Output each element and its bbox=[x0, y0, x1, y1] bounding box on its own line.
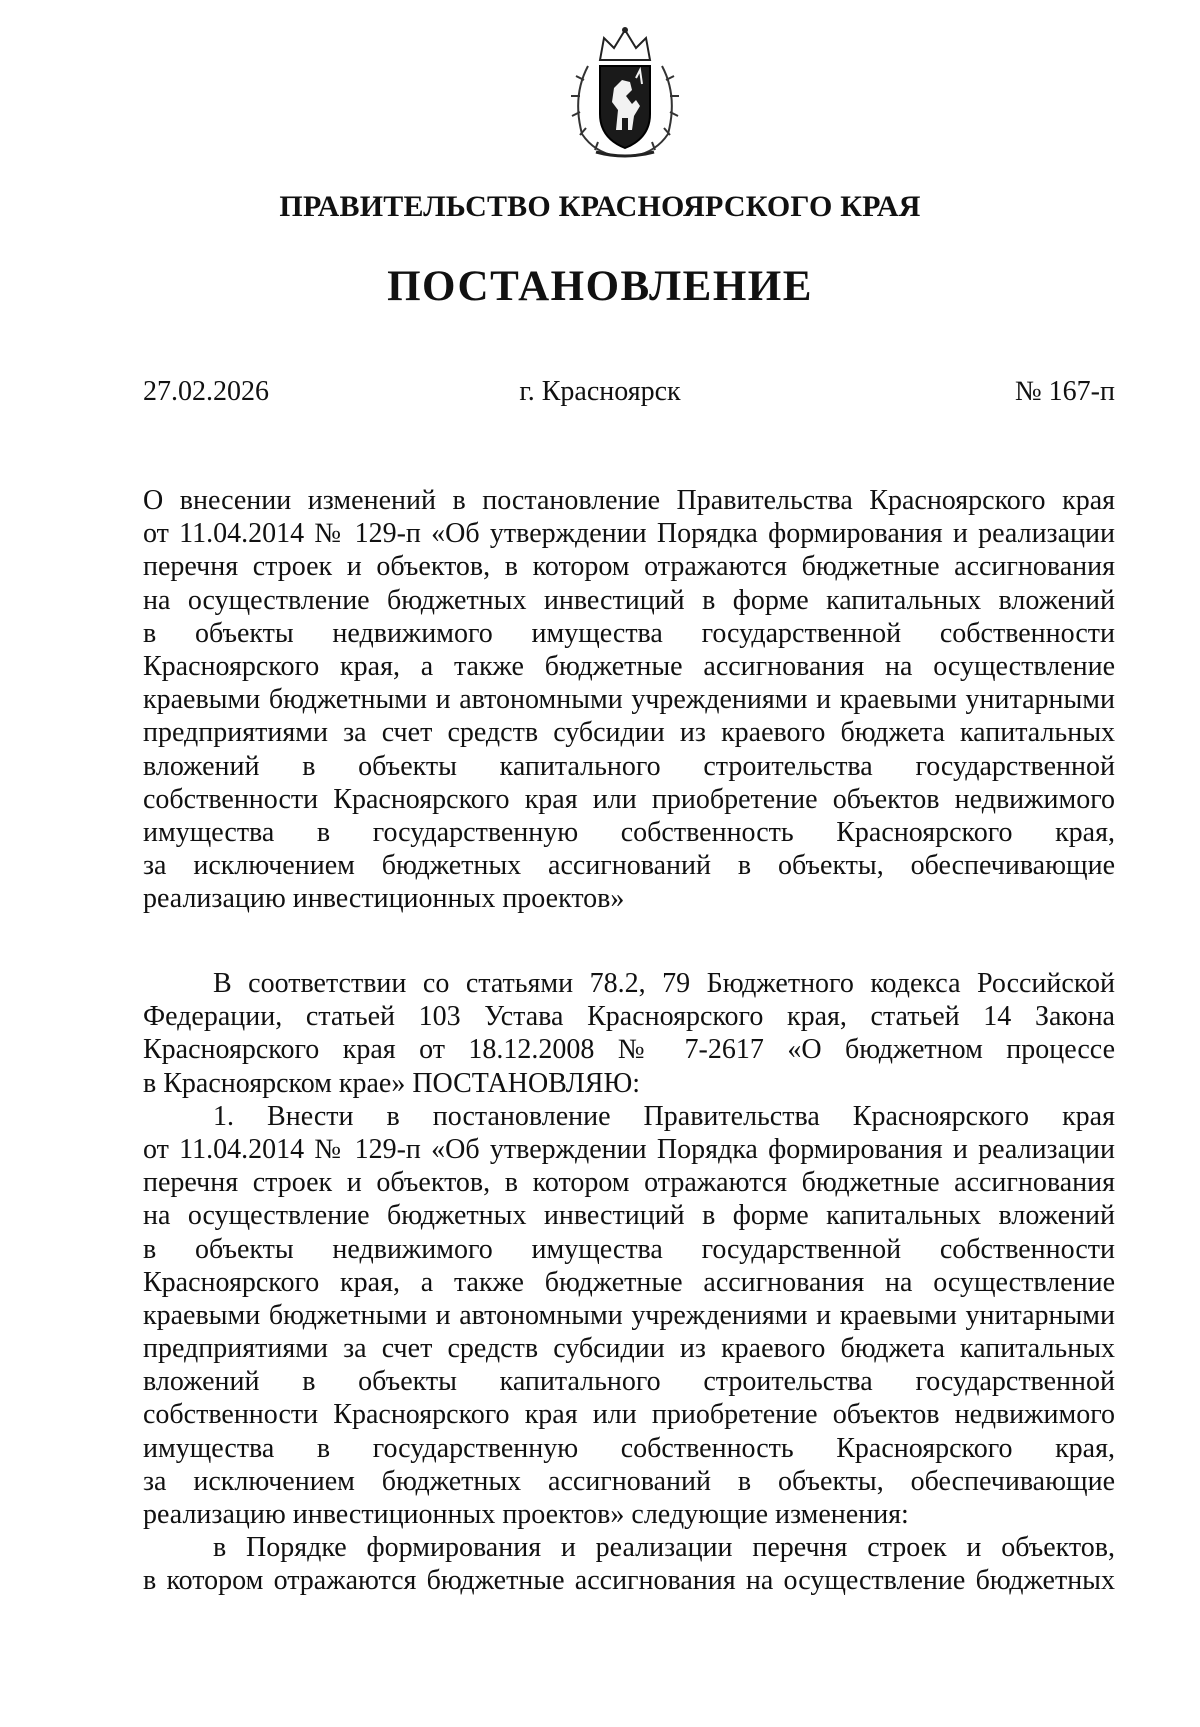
body-line: краевыми бюджетными и автономными учреждениями и краевыми унитарными bbox=[143, 1299, 1115, 1331]
body-line: имущества в государственную собственность Красноярского края, bbox=[143, 1432, 1115, 1464]
body-line: Красноярского края от 18.12.2008 № 7-2617 «О бюджетном процессе bbox=[143, 1034, 1115, 1066]
document-title bbox=[143, 484, 1115, 915]
body-line: Красноярского края, а также бюджетные ассигнования на осуществление bbox=[143, 1266, 1115, 1298]
title-line: Красноярского края, а также бюджетные ассигнования на осуществление bbox=[143, 650, 1115, 682]
coat-of-arms-icon bbox=[566, 26, 684, 160]
body-line: перечня строек и объектов, в котором отражаются бюджетные ассигнования bbox=[143, 1167, 1115, 1199]
body-line: от 11.04.2014 № 129-п «Об утверждении Порядка формирования и реализации bbox=[143, 1133, 1115, 1165]
body-line: Федерации, статьей 103 Устава Красноярского края, статьей 14 Закона bbox=[143, 1001, 1115, 1033]
title-line: вложений в объекты капитального строительства государственной bbox=[143, 750, 1115, 782]
title-line: предприятиями за счет средств субсидии из краевого бюджета капитальных bbox=[143, 717, 1115, 749]
body-line: предприятиями за счет средств субсидии из краевого бюджета капитальных bbox=[143, 1333, 1115, 1365]
title-line: реализацию инвестиционных проектов» bbox=[143, 883, 625, 915]
document-number: № 167-п bbox=[1014, 376, 1115, 407]
title-line: О внесении изменений в постановление Правительства Красноярского края bbox=[143, 485, 1115, 516]
title-line: на осуществление бюджетных инвестиций в форме капитальных вложений bbox=[143, 584, 1115, 616]
body-line: за исключением бюджетных ассигнований в объекты, обеспечивающие bbox=[143, 1465, 1115, 1497]
body-line: на осуществление бюджетных инвестиций в форме капитальных вложений bbox=[143, 1200, 1115, 1232]
title-line: имущества в государственную собственность Красноярского края, bbox=[143, 816, 1115, 848]
body-line: в объекты недвижимого имущества государственной собственности bbox=[143, 1233, 1115, 1265]
body-line: вложений в объекты капитального строительства государственной bbox=[143, 1366, 1115, 1398]
body-line: 1. Внести в постановление Правительства Красноярского края bbox=[213, 1100, 1115, 1132]
title-line: в объекты недвижимого имущества государственной собственности bbox=[143, 617, 1115, 649]
title-line: перечня строек и объектов, в котором отражаются бюджетные ассигнования bbox=[143, 551, 1115, 583]
document-body bbox=[143, 967, 1115, 1598]
body-line: в котором отражаются бюджетные ассигнования на осуществление бюджетных bbox=[143, 1565, 1115, 1597]
document-date: 27.02.2026 bbox=[143, 376, 269, 407]
body-line: реализацию инвестиционных проектов» следующие изменения: bbox=[143, 1499, 909, 1530]
title-line: собственности Красноярского края или приобретение объектов недвижимого bbox=[143, 783, 1115, 815]
organization-heading: ПРАВИТЕЛЬСТВО КРАСНОЯРСКОГО КРАЯ bbox=[279, 190, 921, 223]
title-line: за исключением бюджетных ассигнований в объекты, обеспечивающие bbox=[143, 850, 1115, 882]
body-line: В соответствии со статьями 78.2, 79 Бюджетного кодекса Российской bbox=[213, 968, 1115, 999]
body-line: в Порядке формирования и реализации перечня строек и объектов, bbox=[213, 1532, 1115, 1564]
document-city: г. Красноярск bbox=[519, 376, 681, 407]
title-line: краевыми бюджетными и автономными учреждениями и краевыми унитарными bbox=[143, 684, 1115, 716]
title-line: от 11.04.2014 № 129-п «Об утверждении Порядка формирования и реализации bbox=[143, 518, 1115, 550]
body-line: в Красноярском крае» ПОСТАНОВЛЯЮ: bbox=[143, 1067, 640, 1099]
document-type-heading: ПОСТАНОВЛЕНИЕ bbox=[387, 263, 813, 310]
body-line: собственности Красноярского края или приобретение объектов недвижимого bbox=[143, 1399, 1115, 1431]
